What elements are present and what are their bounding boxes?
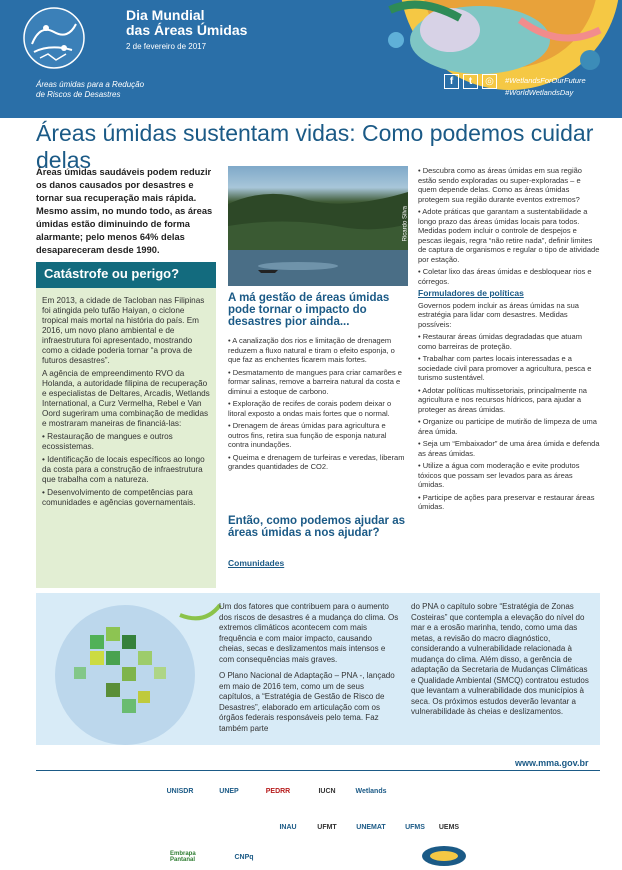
facebook-icon[interactable]: f: [444, 74, 459, 89]
globe-mosaic-icon: [36, 595, 230, 745]
paragraph: Governos podem incluir as áreas úmidas na sua estratégia para lidar com desastres. Medidas possíveis:: [418, 300, 579, 329]
social-icons: [444, 74, 497, 89]
list-item: • Exploração de recifes de corais podem deixar o litoral exposto a ondas mais fortes que o normal.: [228, 399, 408, 418]
paragraph: Um dos fatores que contribuem para o aumento dos riscos de desastres é a mudança do clima. Os extremos climáticos acontecem com mais frequência e com maior impacto, causando cheias, secas e deslizamentos mais intensos e com consequências mais graves.: [219, 602, 399, 664]
twitter-icon[interactable]: t: [463, 74, 478, 89]
catastrophe-heading: Catástrofe ou perigo?: [36, 262, 216, 288]
band-column-left: [219, 602, 399, 740]
intro-paragraph: Áreas úmidas saudáveis podem reduzir os danos causados por desastres e tornar sua recuperação mais rápida. Mesmo assim, no mundo todo, as áreas úmidas estão diminuindo de forma alarmante; pelo menos 64% delas desapareceram desde 1990.: [36, 167, 213, 255]
list-item: • Identificação de locais específicos ao longo da costa para a construção de infraestrutura que trabalha com a natureza.: [42, 455, 210, 485]
list-item: • Restaurar áreas úmidas degradadas que atuam como barreiras de proteção.: [418, 332, 600, 351]
ramsar-logo-icon: [10, 4, 110, 72]
unisdr-logo-icon: UNISDR: [166, 787, 194, 795]
website-link[interactable]: www.mma.gov.br: [515, 758, 589, 768]
photo-credit: Ricardo Silva: [402, 206, 408, 242]
header-illustration: [300, 0, 622, 118]
inau-logo-icon: INAU: [279, 823, 297, 831]
list-item: • Coletar lixo das áreas úmidas e desbloquear rios e córregos.: [418, 267, 600, 286]
list-item: • Queima e drenagem de turfeiras e veredas, liberam grandes quantidades de CO2.: [228, 453, 408, 472]
list-item: • A canalização dos rios e limitação de drenagem reduzem a fluxo natural e tiram o efeito esponja, o que faz as enchentes ficarem mais fortes.: [228, 336, 408, 365]
pedrr-logo-icon: PEDRR: [265, 787, 291, 795]
embrapa-logo-icon: Embrapa Pantanal: [170, 851, 196, 863]
policy-makers-subheading: Formuladores de políticas: [418, 288, 524, 298]
list-item: • Desenvolvimento de competências para comunidades e agências governamentais.: [42, 488, 210, 508]
catastrophe-box: [36, 288, 216, 588]
section-heading: A má gestão de áreas úmidas pode tornar o impacto do desastres pior ainda...: [228, 292, 390, 328]
event-date: 2 de fevereiro de 2017: [126, 42, 207, 51]
ufmt-logo-icon: UFMT: [317, 823, 337, 831]
brasil-government-logo-icon: [420, 844, 468, 868]
list-item: • Restauração de mangues e outros ecossistemas.: [42, 432, 210, 452]
climate-band: [36, 593, 600, 745]
cnpq-logo-icon: CNPq: [234, 853, 254, 861]
list-item: • Drenagem de áreas úmidas para agricultura e outros fins, retira sua função de esponja natural contra inundações.: [228, 421, 408, 450]
list-item: • Trabalhar com partes locais interessadas e a sociedade civil para promover a agricultura, pesca e turismo sustentável.: [418, 354, 600, 383]
band-column-right: do PNA o capítulo sobre “Estratégia de Zonas Costeiras” que contempla a elevação do nível do mar e a erosão marinha, tendo, como uma das metas, a revisão do macro diagnóstico, considerando a vulnerabilidade relacionada à mudança do clima. Além disso, a gerência de adaptação da Secretaria de Mudanças Climáticas e Qualidade Ambiental (SMCQ) contratou estudos que levantam a vulnerabilidade dos municípios à seca. Os próximos estudos deverão levantar a vulnerabilidade às cheias e deslizamentos.: [411, 602, 589, 716]
river-landscape-image: [228, 166, 408, 286]
page-title: Áreas úmidas sustentam vidas: Como podemos cuidar delas: [36, 120, 594, 173]
hashtag: #WorldWetlandsDay: [505, 88, 574, 97]
hashtag: #WetlandsForOurFuture: [505, 76, 586, 85]
list-item: • Adotar políticas multissetoriais, principalmente na agricultura e nos recursos hídricos, para ajudar a proteger as áreas úmidas.: [418, 386, 600, 415]
section-heading: Então, como podemos ajudar as áreas úmidas a nos ajudar?: [228, 515, 406, 539]
wetland-photo: [228, 166, 408, 286]
wetlands-logo-icon: Wetlands: [355, 787, 387, 795]
paragraph: A agência de empreendimento RVO da Holanda, a autoridade filipina de recuperação e especialistas de Deltares, Arcadis, Wetlands International, a Curz Vermelha, Rebel e Van Oord sugeriram uma combinação de medidas e mostraram maneiras de financiá-las:: [42, 369, 210, 428]
list-item: • Utilize a água com moderação e evite produtos tóxicos que possam ser levados para as áreas úmidas.: [418, 461, 600, 490]
event-title: Dia Mundial das Áreas Úmidas: [126, 7, 248, 38]
partner-logos: [150, 778, 600, 868]
unemat-logo-icon: UNEMAT: [356, 823, 386, 831]
event-subtitle: Áreas úmidas para a Redução de Riscos de Desastres: [36, 80, 145, 99]
list-item: • Descubra como as áreas úmidas em sua região estão sendo exploradas ou super-exploradas – e quem depende delas. Como as áreas úmidas protegem sua região durante eventos extremos?: [418, 166, 600, 204]
iucn-logo-icon: IUCN: [318, 787, 336, 795]
list-item: • Participe de ações para preservar e restaurar áreas úmidas.: [418, 493, 600, 512]
paragraph: Em 2013, a cidade de Tacloban nas Filipinas foi atingida pelo tufão Haiyan, o ciclone tropical mais mortal na história do país. Em 2016, um novo plano ambiental e de infraestrutura foi apresentado, mostrando como a cidade poderia tornar “a prova de futuros desastres”.: [42, 296, 205, 365]
unep-logo-icon: UNEP: [219, 787, 239, 795]
divider: [36, 770, 600, 771]
uems-logo-icon: UEMS: [438, 823, 460, 831]
communities-subheading: Comunidades: [228, 558, 285, 568]
header-banner: [0, 0, 622, 118]
list-item: • Desmatamento de mangues para criar camarões e formar salinas, remove a barreira natural da costa e diminui a estoque de carbono.: [228, 368, 408, 397]
hashtags: [505, 75, 586, 99]
instagram-icon[interactable]: ◎: [482, 74, 497, 89]
list-item: • Adote práticas que garantam a sustentabilidade a longo prazo das áreas úmidas locais para todos. Medidas podem incluir o controle de despejos e pescas ilegais, regra “não retire nada”, definir limites de captura de organismos e regular o tipo de atividade por estação.: [418, 207, 600, 264]
impact-list: [228, 336, 408, 475]
paragraph: O Plano Nacional de Adaptação – PNA -, lançado em maio de 2016 tem, como um de seus capítulos, a “Estratégia de Gestão de Risco de Desastres”, elaborado em articulação com os órgãos federais responsáveis pelo tema. Faz também parte: [219, 671, 395, 733]
list-item: • Seja um “Embaixador” de uma área úmida e defenda as áreas úmidas.: [418, 439, 600, 458]
right-column: [418, 166, 600, 515]
list-item: • Organize ou participe de mutirão de limpeza de uma área úmida.: [418, 417, 600, 436]
ufms-logo-icon: UFMS: [405, 823, 425, 831]
